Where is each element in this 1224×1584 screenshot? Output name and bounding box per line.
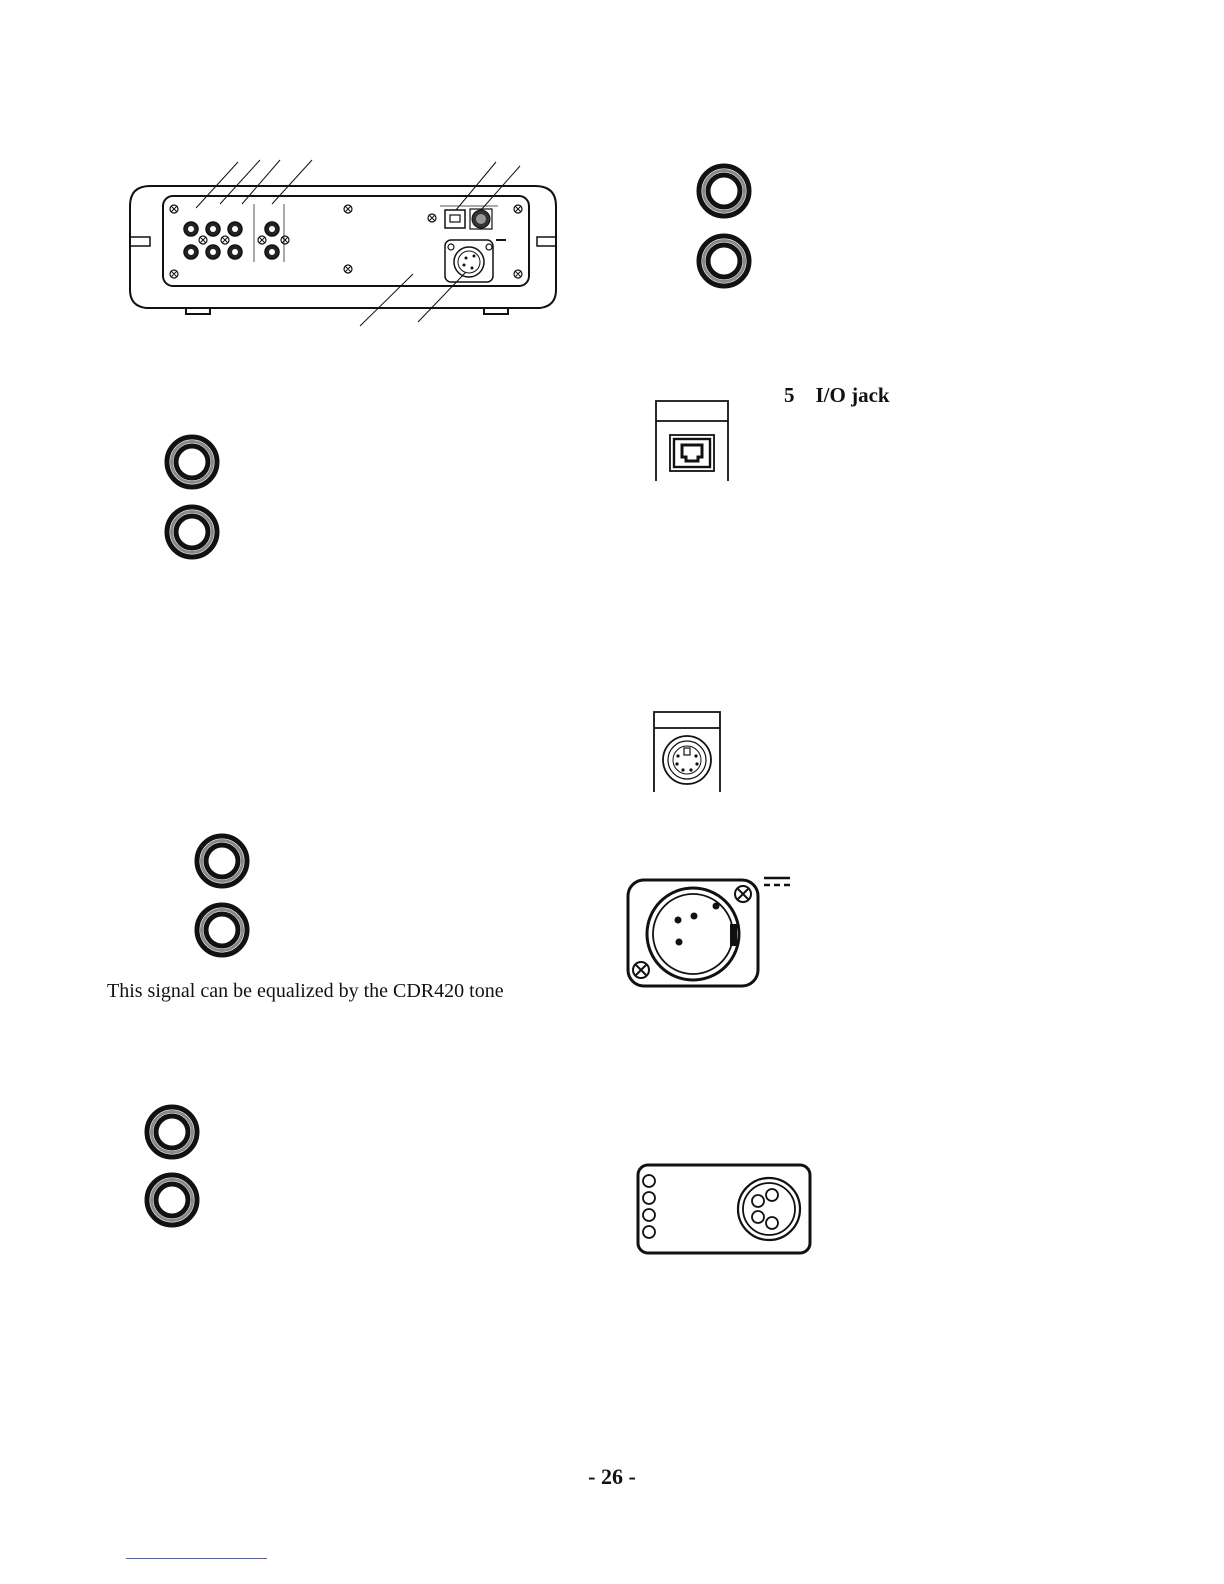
rca-jack-icon: [145, 1105, 199, 1159]
rca-jack-icon: [165, 435, 219, 489]
xlr-dc-power-jack-icon: [624, 872, 794, 992]
rca-jack-icon: [697, 234, 751, 288]
mini-din-jack-icon: [652, 710, 724, 792]
remote-connector-icon: [636, 1163, 814, 1257]
section-number: 5: [784, 383, 795, 407]
page-number: - 26 -: [588, 1464, 636, 1489]
rca-jack-icon: [145, 1173, 199, 1227]
usb-b-jack-icon: [654, 399, 734, 481]
footer-rule: [126, 1558, 267, 1559]
section-title: I/O jack: [815, 383, 890, 407]
section-heading: [784, 383, 890, 408]
rca-jack-icon: [697, 164, 751, 218]
rca-jack-icon: [195, 903, 249, 957]
body-text: This signal can be equalized by the CDR420 tone: [107, 980, 504, 1002]
rca-jack-icon: [165, 505, 219, 559]
rca-jack-icon: [195, 834, 249, 888]
